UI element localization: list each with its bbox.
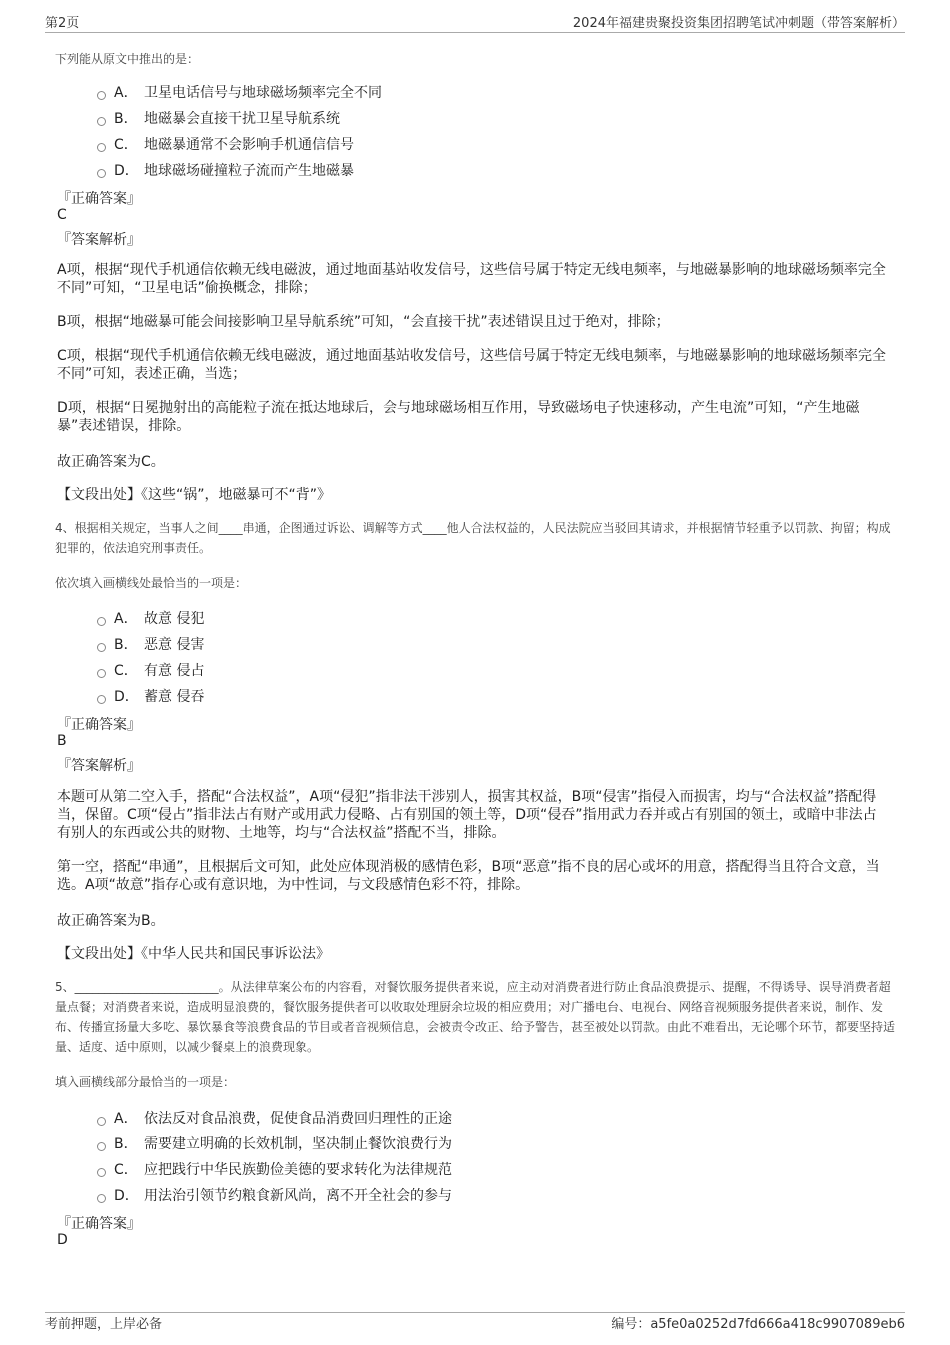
radio-icon[interactable] xyxy=(97,617,106,626)
footer-slogan: 考前押题，上岸必备 xyxy=(45,1317,163,1332)
option-letter: D． xyxy=(114,1188,139,1204)
option-text: 应把践行中华民族勤俭美德的要求转化为法律规范 xyxy=(144,1162,452,1178)
analysis-label: 『答案解析』 xyxy=(57,758,141,774)
option-d[interactable] xyxy=(97,1185,452,1205)
radio-icon[interactable] xyxy=(97,117,106,126)
option-letter: A． xyxy=(114,85,138,101)
radio-icon[interactable] xyxy=(97,1194,106,1203)
option-d[interactable] xyxy=(97,160,354,180)
radio-icon[interactable] xyxy=(97,169,106,178)
option-letter: C． xyxy=(114,137,138,153)
option-c[interactable] xyxy=(97,134,354,154)
option-letter: C． xyxy=(114,1162,138,1178)
option-letter: B． xyxy=(114,111,138,127)
analysis-label: 『答案解析』 xyxy=(57,232,141,248)
option-b[interactable] xyxy=(97,634,204,654)
question-stem: 4、根据相关规定，当事人之间____串通，企图通过诉讼、调解等方式____他人合法权益的，人民法院应当驳回其请求，并根据情节轻重予以罚款、拘留；构成犯罪的，依法追究刑事责任。 xyxy=(55,521,891,555)
source: 【文段出处】《中华人民共和国民事诉讼法》 xyxy=(57,946,330,962)
option-letter: A． xyxy=(114,1111,138,1127)
radio-icon[interactable] xyxy=(97,143,106,152)
page-number: 第2页 xyxy=(45,16,80,31)
option-text: 卫星电话信号与地球磁场频率完全不同 xyxy=(144,85,382,101)
question-prompt: 下列能从原文中推出的是： xyxy=(55,52,200,66)
option-c[interactable] xyxy=(97,1159,452,1179)
option-b[interactable] xyxy=(97,1133,452,1153)
option-text: 恶意 侵害 xyxy=(144,637,205,653)
answer-label: 『正确答案』 xyxy=(57,191,141,207)
analysis-paragraph: C项，根据“现代手机通信依赖无线电磁波，通过地面基站收发信号，这些信号属于特定无线电频率，与地磁暴影响的地球磁场频率完全不同”可知，表述正确，当选； xyxy=(57,348,887,382)
source: 【文段出处】《这些“锅”，地磁暴可不“背”》 xyxy=(57,487,332,503)
option-c[interactable] xyxy=(97,660,204,680)
option-d[interactable] xyxy=(97,686,204,706)
analysis-paragraph: 本题可从第二空入手，搭配“合法权益”，A项“侵犯”指非法干涉别人，损害其权益，B项“侵害”指侵入而损害，均与“合法权益”搭配得当，保留。C项“侵占”指非法占有财产或用武力侵略、占有别国的领土等，D项“侵吞”指用武力吞并或占有别国的领土，或暗中非法占有别人的东西或公共的财物、土地等，均与“合法权益”搭配不当，排除。 xyxy=(57,789,877,841)
option-text: 有意 侵占 xyxy=(144,663,205,679)
conclusion: 故正确答案为C。 xyxy=(57,454,165,470)
answer-value: B xyxy=(57,733,67,749)
option-text: 依法反对食品浪费，促使食品消费回归理性的正途 xyxy=(144,1111,452,1127)
analysis-paragraph: A项，根据“现代手机通信依赖无线电磁波，通过地面基站收发信号，这些信号属于特定无线电频率，与地磁暴影响的地球磁场频率完全不同”可知，“卫星电话”偷换概念，排除； xyxy=(57,262,886,296)
analysis-paragraph: 第一空，搭配“串通”，且根据后文可知，此处应体现消极的感情色彩，B项“恶意”指不良的居心或坏的用意，搭配得当且符合文意，当选。A项“故意”指存心或有意识地，为中性词，与文段感情色彩不符，排除。 xyxy=(57,859,880,893)
question-stem: 5、________________________。从法律草案公布的内容看，对餐饮服务提供者来说，应主动对消费者进行防止食品浪费提示、提醒，不得诱导、误导消费者超量点餐；对消费者来说，造成明显浪费的，餐饮服务提供者可以收取处理厨余垃圾的相应费用；对广播电台、电视台、网络音视频服务提供者来说，制作、发布、传播宣扬量大多吃、暴饮暴食等浪费食品的节目或者音视频信息，会被责令改正、给予警告，甚至被处以罚款。由此不难看出，无论哪个环节，都要坚持适量、适度、适中原则，以减少餐桌上的浪费现象。 xyxy=(55,980,896,1054)
option-text: 蓄意 侵吞 xyxy=(144,689,205,705)
radio-icon[interactable] xyxy=(97,1117,106,1126)
option-text: 故意 侵犯 xyxy=(144,611,205,627)
option-letter: D． xyxy=(114,689,139,705)
option-letter: C． xyxy=(114,663,138,679)
radio-icon[interactable] xyxy=(97,1168,106,1177)
option-text: 地磁暴会直接干扰卫星导航系统 xyxy=(144,111,340,127)
question-prompt: 填入画横线部分最恰当的一项是： xyxy=(55,1075,236,1089)
answer-label: 『正确答案』 xyxy=(57,1216,141,1232)
option-a[interactable] xyxy=(97,608,204,628)
radio-icon[interactable] xyxy=(97,643,106,652)
document-title: 2024年福建贵聚投资集团招聘笔试冲刺题（带答案解析） xyxy=(572,16,905,31)
answer-label: 『正确答案』 xyxy=(57,717,141,733)
document-id: 编号：a5fe0a0252d7fd666a418c9907089eb6 xyxy=(611,1317,905,1332)
option-text: 需要建立明确的长效机制，坚决制止餐饮浪费行为 xyxy=(144,1136,452,1152)
conclusion: 故正确答案为B。 xyxy=(57,913,165,929)
radio-icon[interactable] xyxy=(97,669,106,678)
analysis-paragraph: B项，根据“地磁暴可能会间接影响卫星导航系统”可知，“会直接干扰”表述错误且过于绝对，排除； xyxy=(57,314,670,330)
option-letter: A． xyxy=(114,611,138,627)
question-prompt: 依次填入画横线处最恰当的一项是： xyxy=(55,576,248,590)
option-text: 地球磁场碰撞粒子流而产生地磁暴 xyxy=(144,163,354,179)
option-letter: B． xyxy=(114,637,138,653)
answer-value: D xyxy=(57,1232,68,1248)
radio-icon[interactable] xyxy=(97,1142,106,1151)
option-letter: B． xyxy=(114,1136,138,1152)
option-a[interactable] xyxy=(97,1108,452,1128)
analysis-paragraph: D项，根据“日冕抛射出的高能粒子流在抵达地球后，会与地球磁场相互作用，导致磁场电子快速移动，产生电流”可知，“产生地磁暴”表述错误，排除。 xyxy=(57,400,860,434)
radio-icon[interactable] xyxy=(97,695,106,704)
option-text: 用法治引领节约粮食新风尚，离不开全社会的参与 xyxy=(144,1188,452,1204)
answer-value: C xyxy=(57,207,67,223)
header-divider xyxy=(45,32,905,33)
option-letter: D． xyxy=(114,163,139,179)
option-b[interactable] xyxy=(97,108,340,128)
option-a[interactable] xyxy=(97,82,382,102)
radio-icon[interactable] xyxy=(97,91,106,100)
option-text: 地磁暴通常不会影响手机通信信号 xyxy=(144,137,354,153)
